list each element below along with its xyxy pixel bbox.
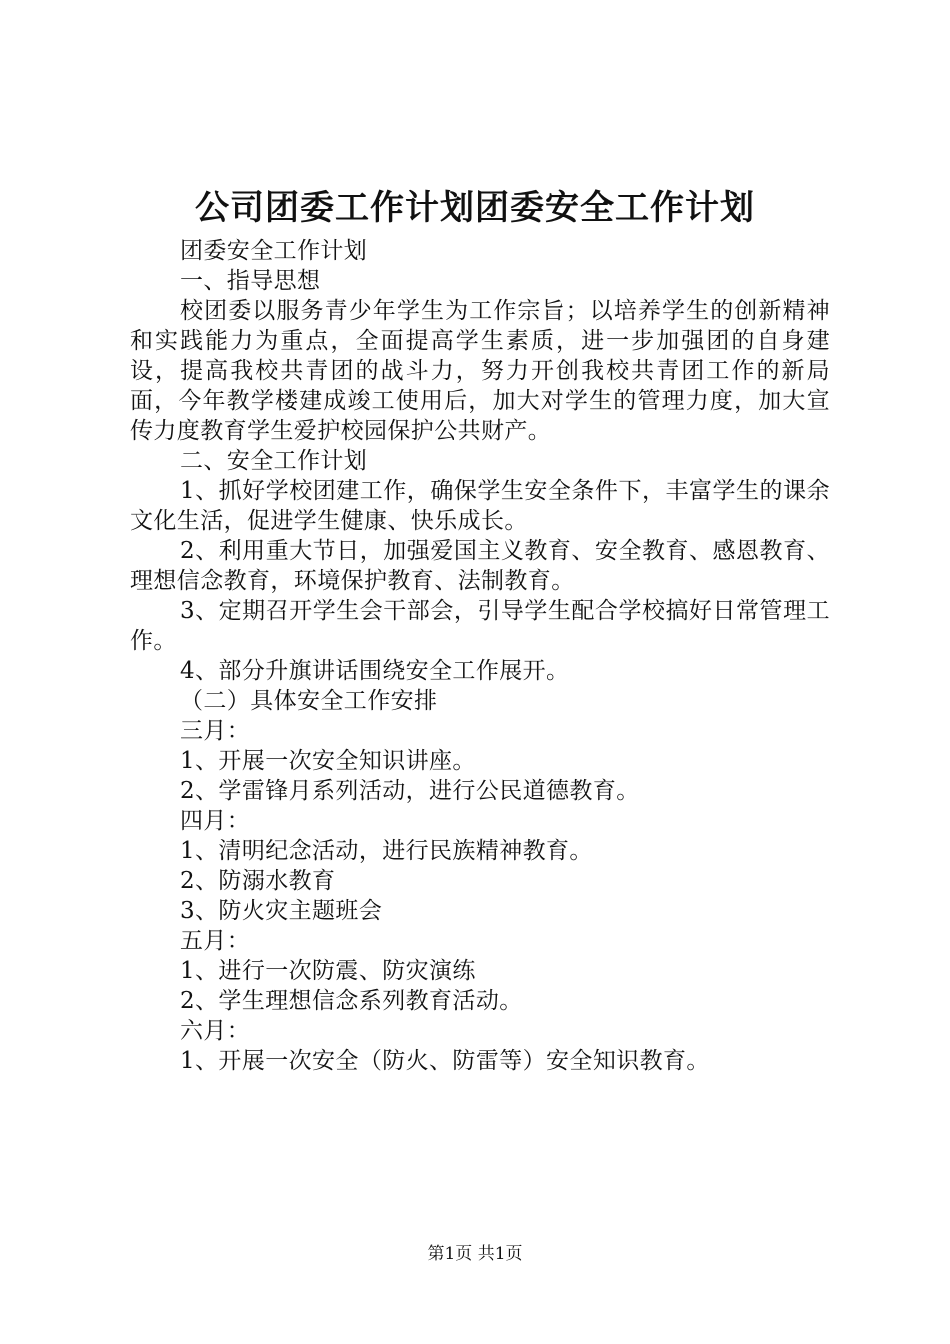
paragraph-month-march: 三月：	[180, 718, 251, 744]
paragraph-april-item-3: 3、防火灾主题班会	[180, 898, 383, 924]
paragraph-april-item-2: 2、防溺水教育	[180, 868, 336, 894]
paragraph-subtitle: 团委安全工作计划	[180, 238, 368, 264]
document-body	[130, 236, 830, 1076]
paragraph-heading-safety-plan: 二、安全工作计划	[180, 448, 368, 474]
paragraph-guiding-ideology: 校团委以服务青少年学生为工作宗旨；以培养学生的创新精神和实践能力为重点，全面提高学生素质，进一步加强团的自身建设，提高我校共青团的战斗力，努力开创我校共青团工作的新局面，今年教学楼建成竣工使用后，加大对学生的管理力度，加大宣传力度教育学生爱护校园保护公共财产。	[130, 298, 830, 444]
paragraph-may-item-1: 1、进行一次防震、防灾演练	[180, 958, 476, 984]
paragraph-plan-item-4: 4、部分升旗讲话围绕安全工作展开。	[180, 658, 570, 684]
paragraph-june-item-1: 1、开展一次安全（防火、防雷等）安全知识教育。	[180, 1048, 710, 1074]
paragraph-month-june: 六月：	[180, 1018, 251, 1044]
paragraph-heading-guiding-ideology: 一、指导思想	[180, 268, 321, 294]
paragraph-heading-specific-arrangements: （二）具体安全工作安排	[180, 688, 438, 714]
paragraph-april-item-1: 1、清明纪念活动，进行民族精神教育。	[180, 838, 593, 864]
document-title: 公司团委工作计划团委安全工作计划	[195, 188, 755, 228]
paragraph-month-april: 四月：	[180, 808, 251, 834]
page-footer: 第1页 共1页	[427, 1244, 523, 1264]
paragraph-month-may: 五月：	[180, 928, 251, 954]
paragraph-plan-item-3: 3、定期召开学生会干部会，引导学生配合学校搞好日常管理工作。	[130, 598, 830, 654]
paragraph-may-item-2: 2、学生理想信念系列教育活动。	[180, 988, 523, 1014]
paragraph-plan-item-2: 2、利用重大节日，加强爱国主义教育、安全教育、感恩教育、理想信念教育，环境保护教育、法制教育。	[130, 538, 830, 594]
paragraph-plan-item-1: 1、抓好学校团建工作，确保学生安全条件下，丰富学生的课余文化生活，促进学生健康、快乐成长。	[130, 478, 830, 534]
paragraph-march-item-2: 2、学雷锋月系列活动，进行公民道德教育。	[180, 778, 640, 804]
paragraph-march-item-1: 1、开展一次安全知识讲座。	[180, 748, 476, 774]
